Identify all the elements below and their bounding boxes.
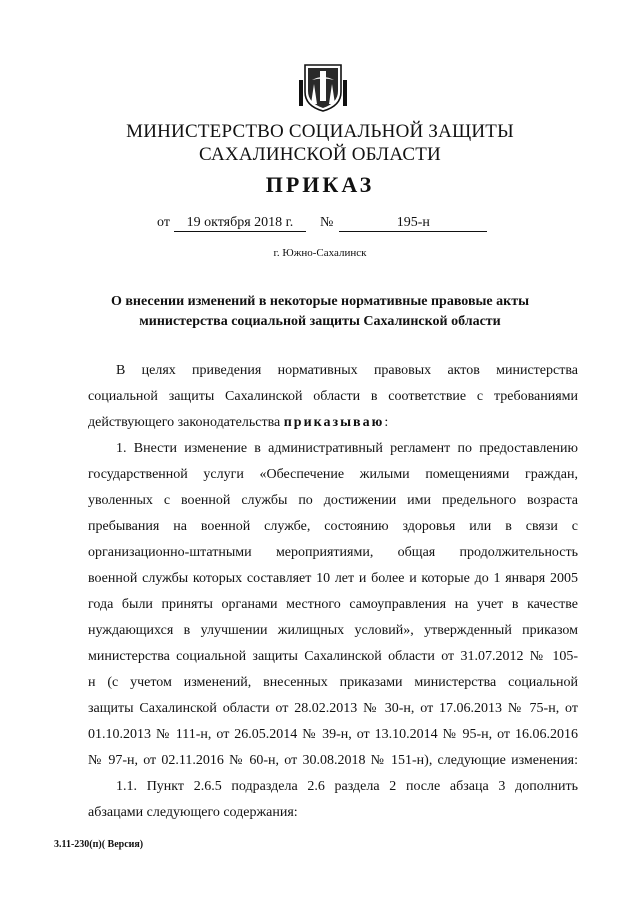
body-text-line: социальной защиты Сахалинской области в соответствие с требованиями: [88, 389, 578, 404]
body-text-line: [88, 414, 578, 432]
order-date: 19 октября 2018 г.: [174, 215, 306, 232]
body-text-line: 01.10.2013 № 111-н, от 26.05.2014 № 39-н, от 13.10.2014 № 95-н, от 16.06.2016: [88, 727, 578, 742]
body-text-line: абзацами следующего содержания:: [88, 805, 298, 820]
document-title: ПРИКАЗ: [265, 172, 375, 197]
subject-line1: О внесении изменений в некоторые нормативные правовые акты: [110, 294, 530, 309]
body-text-line: уволенных с военной службы по достижении ими предельного возраста: [88, 493, 578, 508]
body-text-line: № 97-н, от 02.11.2016 № 60-н, от 30.08.2018 № 151-н), следующие изменения:: [88, 753, 578, 768]
body-text-line: министерства социальной защиты Сахалинской области от 31.07.2012 № 105-: [88, 649, 578, 664]
body-text-line: военной службы которых составляет 10 лет и более и которые до 1 января 2005: [88, 571, 578, 586]
document-footer-code: 3.11-230(п)( Версия): [54, 839, 144, 850]
sakhalin-coat-of-arms-icon: [299, 62, 347, 112]
body-text-line: пребывания на военной службе, состоянию здоровья или в связи с: [88, 519, 578, 534]
ministry-name-line1: МИНИСТЕРСТВО СОЦИАЛЬНОЙ ЗАЩИТЫ: [126, 121, 514, 142]
ministry-name-line2: САХАЛИНСКОЙ ОБЛАСТИ: [199, 144, 441, 165]
order-city: г. Южно-Сахалинск: [273, 247, 367, 259]
order-word: приказываю: [283, 415, 385, 430]
body-text-line: нуждающихся в улучшении жилищных условий», утвержденный приказом: [88, 623, 578, 638]
body-text-line: организационно-штатными мероприятиями, общая продолжительность: [88, 545, 578, 560]
body-text-line: 1. Внести изменение в административный регламент по предоставлению: [116, 441, 578, 456]
body-text-line: н (с учетом изменений, внесенных приказами министерства социальной: [88, 675, 578, 690]
subject-line2: министерства социальной защиты Сахалинской области: [139, 314, 501, 329]
order-date-label: от: [157, 215, 170, 230]
order-details: [157, 215, 487, 232]
body-text-line: В целях приведения нормативных правовых актов министерства: [116, 363, 578, 378]
body-text-line: 1.1. Пункт 2.6.5 подраздела 2.6 раздела 2 после абзаца 3 дополнить: [116, 779, 578, 794]
body-text-line: года были приняты органами местного самоуправления на учет в качестве: [88, 597, 578, 612]
order-number: 195-н: [339, 215, 487, 232]
body-text-fragment: :: [384, 415, 389, 430]
body-text-line: защиты Сахалинской области от 28.02.2013 № 30-н, от 17.06.2013 № 75-н, от: [88, 701, 578, 716]
body-text-fragment: действующего законодательства: [88, 415, 281, 430]
order-number-label: №: [319, 215, 334, 230]
body-text-line: государственной услуги «Обеспечение жилыми помещениями граждан,: [88, 467, 578, 482]
